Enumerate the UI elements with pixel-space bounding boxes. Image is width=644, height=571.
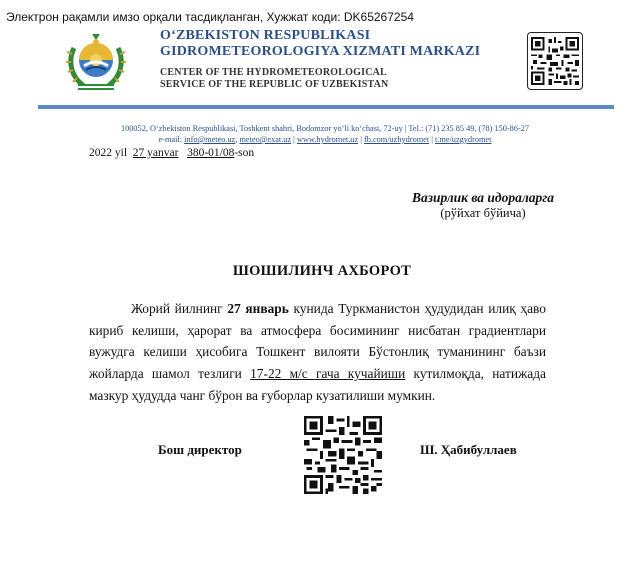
org-uz-line-1: O‘ZBEKISTON RESPUBLIKASI [160, 28, 371, 43]
links-separator-2: | [358, 135, 364, 144]
document-number-suffix: -son [234, 147, 255, 159]
document-title: ШОШИЛИНЧ АХБОРОТ [232, 263, 412, 279]
body-part-3: кутилмоқда, натижада мазкур ҳудудда чанг бўрон ва ғуборлар кузатилиши мумкин. [89, 366, 546, 403]
email-prefix: e-mail: [158, 135, 185, 144]
body-paragraph [89, 298, 546, 407]
email-link-info[interactable]: info@meteo.uz [184, 135, 236, 144]
body-part-1: Жорий йилнинг [130, 301, 228, 316]
document-date-number [89, 147, 254, 159]
email-link-meteo[interactable]: meteo@exat.uz [239, 135, 292, 144]
links-separator-1: | [291, 135, 297, 144]
organization-name-en [160, 67, 388, 91]
org-en-line-2: SERVICE OF THE REPUBLIC OF UZBEKISTAN [160, 79, 389, 90]
recipient-line-2: (рўйхат бўйича) [440, 206, 526, 220]
signatory-position: Бош директор [158, 442, 242, 457]
body-part-2: кунида Туркманистон ҳудудидан илиқ ҳаво кириб келиши, ҳарорат ва атмосфера босимининг нисбатан градиентлари вужудга келиши ҳисобига Тошкент вилояти Бўстонлиқ туманининг баъзи жойларда шамол тезлиги [89, 301, 546, 382]
org-en-line-1: CENTER OF THE HYDROMETEOROLOGICAL [160, 67, 387, 78]
document-number: 380-01/08 [187, 147, 235, 159]
links-line [30, 134, 620, 145]
signatory-name: Ш. Ҳабибуллаев [420, 442, 517, 457]
document-day-month: 27 yanvar [132, 147, 179, 159]
website-link[interactable]: www.hydromet.uz [296, 135, 359, 144]
recipient-line-1: Вазирлик ва идораларга [411, 190, 555, 205]
address-line: 100052, O‘zbekiston Respublikasi, Toshkent shahri, Bodomzor yo‘li ko‘chasi, 72-uy | Tel.: (71) 235 85 49, (78) 150-86-27 [120, 124, 530, 133]
org-uz-line-2: GIDROMETEOROLOGIYA XIZMATI MARKAZI [160, 44, 481, 59]
state-emblem-icon [64, 30, 128, 94]
document-year: 2022 yil [89, 147, 128, 159]
body-date-bold: 27 январь [227, 301, 289, 316]
links-separator-3: | [429, 135, 435, 144]
qr-code-icon [527, 32, 583, 90]
facebook-link[interactable]: fb.com/uzhydromet [363, 135, 430, 144]
telegram-link[interactable]: t.me/uzgydromet [434, 135, 492, 144]
body-wind-speed: 17-22 м/с гача кучайиши [250, 366, 406, 382]
organization-name-uz [160, 28, 480, 60]
esignature-notice: Электрон рақамли имзо орқали тасдиқланган, Хужжат коди: DK65267254 [6, 10, 414, 24]
contact-info [30, 123, 620, 145]
header-divider [38, 105, 614, 109]
email-separator: , [235, 135, 240, 144]
signature-qr-code-icon [304, 416, 382, 494]
